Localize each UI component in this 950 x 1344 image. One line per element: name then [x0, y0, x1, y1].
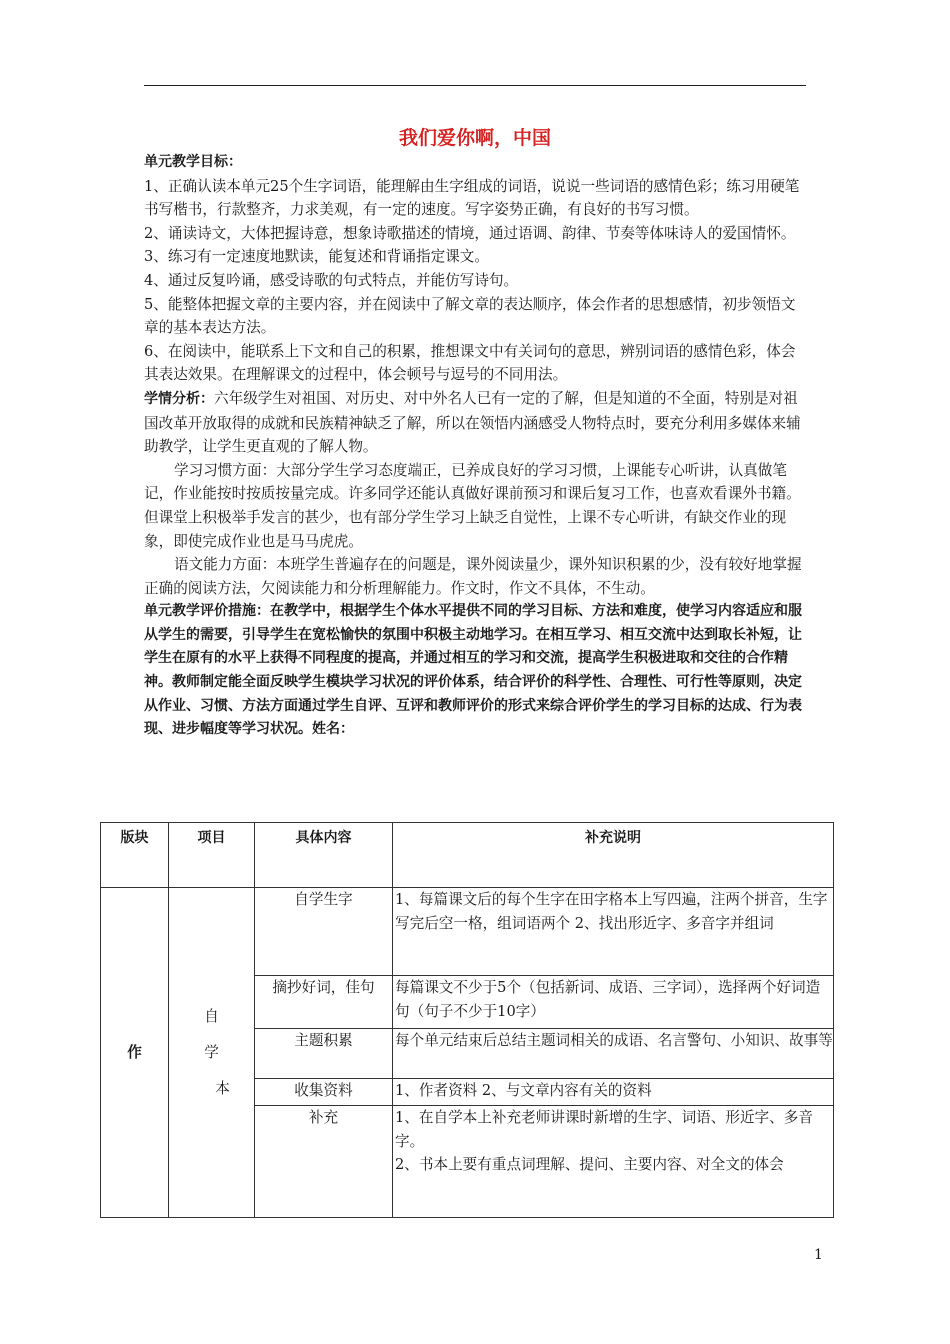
- note-cell: [393, 1106, 834, 1218]
- header-block: 版块: [101, 823, 169, 888]
- habits-paragraph: 学习习惯方面：大部分学生学习态度端正，已养成良好的学习习惯，上课能专心听讲，认真做笔记，作业能按时按质按量完成。许多同学还能认真做好课前预习和课后复习工作，也喜欢看课外书籍。但课堂上积极举手发言的甚少，也有部分学生学习上缺乏自觉性，上课不专心听讲，有缺交作业的现象，即使完成作业也是马马虎虎。: [144, 461, 801, 550]
- evaluation-table: [100, 822, 834, 1218]
- item-char: 学: [204, 1043, 219, 1061]
- goals-heading: 单元教学目标：: [144, 154, 242, 170]
- note-cell: 1、作者资料 2、与文章内容有关的资料: [393, 1079, 834, 1106]
- header-content: 具体内容: [255, 823, 393, 888]
- goal-item: 5、能整体把握文章的主要内容，并在阅读中了解文章的表达顺序，体会作者的思想感情，初步领悟文章的基本表达方法。: [144, 295, 796, 337]
- header-rule: [144, 85, 806, 86]
- goal-item: 1、正确认读本单元25个生字词语，能理解由生字组成的词语，说说一些词语的感情色彩；练习用硬笔书写楷书，行款整齐，力求美观，有一定的速度。写字姿势正确，有良好的书写习惯。: [144, 177, 800, 219]
- note-line: 2、书本上要有重点词理解、提问、主要内容、对全文的体会: [395, 1156, 784, 1174]
- note-cell: 每个单元结束后总结主题词相关的成语、名言警句、小知识、故事等: [393, 1029, 834, 1079]
- document-title: 我们爱你啊，中国: [398, 127, 551, 149]
- document-body: [144, 150, 808, 742]
- page-number: 1: [814, 1247, 823, 1263]
- analysis-paragraph: [144, 387, 808, 459]
- note-cell: 每篇课文不少于5个（包括新词、成语、三字词），选择两个好词造句（句子不少于10字）: [393, 976, 834, 1029]
- goal-item: 4、通过反复吟诵，感受诗歌的句式特点，并能仿写诗句。: [144, 271, 519, 289]
- item-char: 自: [204, 1007, 219, 1025]
- analysis-heading: 学情分析：: [144, 390, 214, 407]
- block-cell: 作: [101, 888, 169, 1218]
- content-cell: 自学生字: [255, 888, 393, 976]
- note-cell: 1、每篇课文后的每个生字在田字格本上写四遍，注两个拼音，生字写完后空一格，组词语两个 2、找出形近字、多音字并组词: [393, 888, 834, 976]
- goal-item: 6、在阅读中，能联系上下文和自己的积累，推想课文中有关词句的意思，辨别词语的感情色彩，体会其表达效果。在理解课文的过程中，体会顿号与逗号的不同用法。: [144, 342, 796, 384]
- table-row: [101, 888, 834, 976]
- item-cell: [169, 888, 255, 1218]
- note-line: 1、在自学本上补充老师讲课时新增的生字、词语、形近字、多音字。: [395, 1109, 813, 1150]
- item-char: 本: [215, 1079, 230, 1097]
- content-cell: 补充: [255, 1106, 393, 1218]
- header-note: 补充说明: [393, 823, 834, 888]
- goal-item: 2、诵读诗文，大体把握诗意，想象诗歌描述的情境，通过语调、韵律、节奏等体味诗人的爱国情怀。: [144, 224, 796, 242]
- content-cell: 收集资料: [255, 1079, 393, 1106]
- goal-item: 3、练习有一定速度地默读，能复述和背诵指定课文。: [144, 248, 489, 266]
- analysis-text: 六年级学生对祖国、对历史、对中外名人已有一定的了解，但是知道的不全面，特别是对祖国改革开放取得的成就和民族精神缺乏了解，所以在领悟内涵感受人物特点时，要充分利用多媒体来辅助教学，让学生更直观的了解人物。: [144, 389, 801, 456]
- header-item: 项目: [169, 823, 255, 888]
- content-cell: 摘抄好词，佳句: [255, 976, 393, 1029]
- table-header-row: [101, 823, 834, 888]
- evaluation-paragraph: 单元教学评价措施：在教学中，根据学生个体水平提供不同的学习目标、方法和难度，使学习内容适应和服从学生的需要，引导学生在宽松愉快的氛围中积极主动地学习。在相互学习、相互交流中达到取长补短，让学生在原有的水平上获得不同程度的提高，并通过相互的学习和交流，提高学生积极进取和交往的合作精神。教师制定能全面反映学生模块学习状况的评价体系，结合评价的科学性、合理性、可行性等原则，决定从作业、习惯、方法方面通过学生自评、互评和教师评价的形式来综合评价学生的学习目标的达成、行为表现、进步幅度等学习状况。姓名：: [144, 603, 802, 738]
- ability-paragraph: 语文能力方面：本班学生普遍存在的问题是，课外阅读量少，课外知识积累的少，没有较好地掌握正确的阅读方法，欠阅读能力和分析理解能力。作文时，作文不具体，不生动。: [144, 556, 802, 597]
- content-cell: 主题积累: [255, 1029, 393, 1079]
